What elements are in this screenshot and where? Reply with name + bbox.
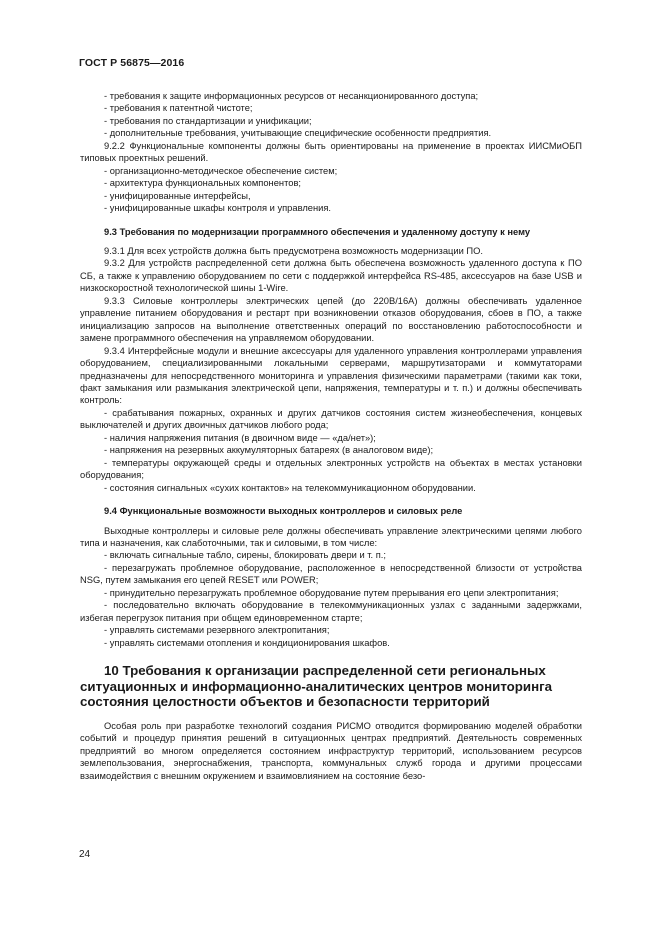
list-item: - требования по стандартизации и унификации; [104, 115, 312, 126]
document-body [80, 90, 582, 782]
paragraph-10: Особая роль при разработке технологий создания РИСМО отводится формированию моделей обработки событий и процедур принятия решений в ситуационных центрах предприятий. Деятельность современных предприятий во многом определяется состоянием инфраструктур территорий, использованием ресурсов землепользования, энергоснабжения, транспорта, коммунальных служб города и другими процессами взаимодействия с внешним окружением и взаимовлиянием на состояние безо- [80, 720, 582, 781]
list-item: - напряжения на резервных аккумуляторных батареях (в аналоговом виде); [104, 445, 434, 456]
list-item: - унифицированные интерфейсы, [104, 190, 251, 201]
paragraph-9-3-4: 9.3.4 Интерфейсные модули и внешние аксессуары для удаленного управления контроллерами управления оборудованием, специализированными локальными серверами, маршрутизаторами и коммутаторами предназначены для непосредственного мониторинга и управления физическими параметрами (такими как токи, факт замыкания или размыкания электрической цепи, напряжения, температуры и т. п.) и должны обеспечивать контроль: [80, 345, 582, 406]
list-item: - архитектура функциональных компонентов; [104, 178, 301, 189]
list-item: - управлять системами резервного электропитания; [104, 625, 330, 636]
paragraph-9-2-2: 9.2.2 Функциональные компоненты должны быть ориентированы на применение в проектах ИИСМиОБП типовых проектных решений. [80, 140, 582, 164]
list-item: - температуры окружающей среды и отдельных электронных устройств на объектах в местах установки оборудования; [80, 457, 582, 481]
list-item: - унифицированные шкафы контроля и управления. [104, 203, 331, 214]
paragraph-9-3-2: 9.3.2 Для устройств распределенной сети должна быть обеспечена возможность удаленного доступа к ПО СБ, а также к управлению оборудованием по сети с поддержкой интерфейса RS-485, аксессуаров на базе USB и низкоскоростной технологической шины 1-Wire. [80, 258, 582, 294]
list-item: - требования к защите информационных ресурсов от несанкционированного доступа; [104, 91, 479, 101]
paragraph-9-3-1: 9.3.1 Для всех устройств должна быть предусмотрена возможность модернизации ПО. [104, 245, 483, 256]
list-item: - включать сигнальные табло, сирены, блокировать двери и т. п.; [104, 550, 386, 561]
list-item: - организационно-методическое обеспечение систем; [104, 165, 338, 176]
list-item: - состояния сигнальных «сухих контактов» на телекоммуникационном оборудовании. [104, 482, 476, 493]
section-heading-9-4: 9.4 Функциональные возможности выходных контроллеров и силовых реле [104, 506, 463, 517]
list-item: - требования к патентной чистоте; [104, 103, 253, 114]
list-item: - принудительно перезагружать проблемное оборудование путем прерывания его цепи электропитания; [104, 587, 559, 598]
section-heading-9-3: 9.3 Требования по модернизации программного обеспечения и удаленному доступу к нему [104, 226, 531, 237]
list-item: - дополнительные требования, учитывающие специфические особенности предприятия. [104, 128, 492, 139]
list-item: - срабатывания пожарных, охранных и других датчиков состояния систем жизнеобеспечения, концевых выключателей и других двоичных датчиков любого рода; [80, 407, 582, 431]
chapter-heading-10: 10 Требования к организации распределенной сети региональных ситуационных и информационно-аналитических центров мониторинга состояния целостности объектов и безопасности территорий [80, 663, 553, 710]
list-item: - управлять системами отопления и кондиционирования шкафов. [104, 637, 390, 648]
page-number: 24 [79, 849, 91, 860]
list-item: - перезагружать проблемное оборудование, расположенное в непосредственной близости от устройства NSG, путем замыкания его цепей RESET или POWER; [80, 562, 582, 586]
paragraph-9-3-3: 9.3.3 Силовые контроллеры электрических цепей (до 220В/16А) должны обеспечивать удаленное управление питанием оборудования и рестарт при возникновении отказов оборудования, сбоев в ПО, а также инициализацию запросов на выполнение ответственных операций по восстановлению работоспособности и замене программного обеспечения на управляемом оборудовании. [80, 295, 582, 344]
list-item: - последовательно включать оборудование в телекоммуникационных узлах с заданными задержками, избегая перегрузок питания при общем единовременном старте; [80, 600, 582, 623]
document-code-header: ГОСТ Р 56875—2016 [79, 57, 185, 69]
list-item: - наличия напряжения питания (в двоичном виде — «да/нет»); [104, 432, 376, 443]
paragraph-9-4: Выходные контроллеры и силовые реле должны обеспечивать управление электрическими цепями любого типа и назначения, как слаботочными, так и силовыми, в том числе: [80, 525, 582, 548]
